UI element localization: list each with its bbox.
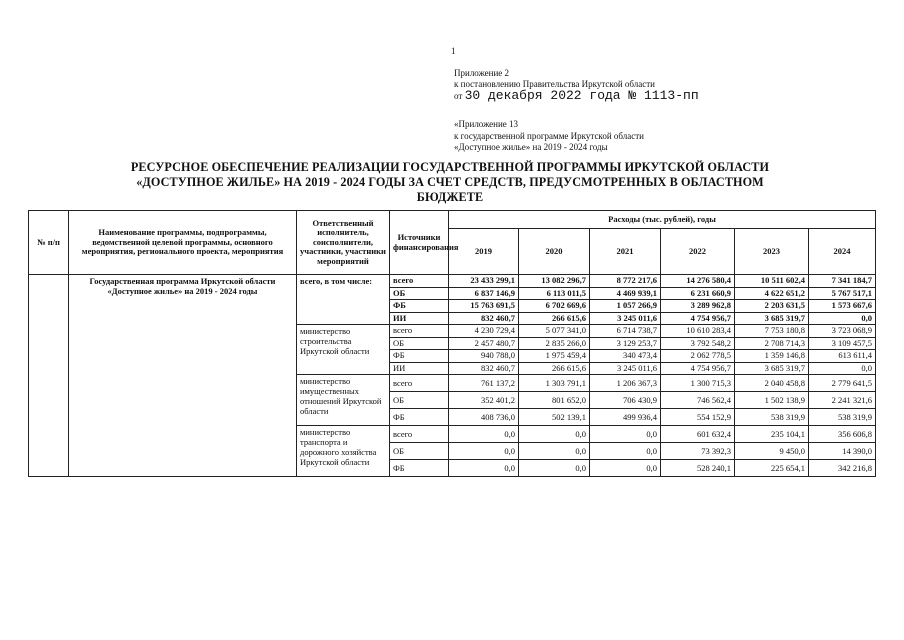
- value-cell: 538 319,9: [735, 409, 809, 426]
- value-cell: 4 469 939,1: [590, 287, 661, 300]
- value-cell: 613 611,4: [809, 350, 876, 363]
- appendix-date-line: [454, 90, 699, 102]
- appendix-header: [454, 68, 699, 102]
- value-cell: 408 736,0: [449, 409, 519, 426]
- value-cell: 499 936,4: [590, 409, 661, 426]
- value-cell: 761 137,2: [449, 375, 519, 392]
- value-cell: 3 289 962,8: [661, 300, 735, 313]
- value-cell: 0,0: [519, 443, 590, 460]
- source-cell: всего: [390, 375, 449, 392]
- value-cell: 340 473,4: [590, 350, 661, 363]
- source-cell: ОБ: [390, 337, 449, 350]
- value-cell: 3 245 011,6: [590, 362, 661, 375]
- executor-cell: всего, в том числе:: [297, 275, 390, 325]
- value-cell: 832 460,7: [449, 362, 519, 375]
- value-cell: 502 139,1: [519, 409, 590, 426]
- value-cell: 832 460,7: [449, 312, 519, 325]
- value-cell: 9 450,0: [735, 443, 809, 460]
- header-year: 2023: [735, 229, 809, 275]
- value-cell: 0,0: [590, 443, 661, 460]
- value-cell: 2 241 321,6: [809, 392, 876, 409]
- value-cell: 3 109 457,5: [809, 337, 876, 350]
- value-cell: 6 837 146,9: [449, 287, 519, 300]
- source-cell: всего: [390, 325, 449, 338]
- value-cell: 0,0: [590, 426, 661, 443]
- source-cell: ФБ: [390, 300, 449, 313]
- executor-cell: министерство транспорта и дорожного хозяйства Иркутской области: [297, 426, 390, 477]
- header-year: 2021: [590, 229, 661, 275]
- title-line3: БЮДЖЕТЕ: [416, 190, 484, 204]
- value-cell: 6 231 660,9: [661, 287, 735, 300]
- value-cell: 266 615,6: [519, 312, 590, 325]
- value-cell: 601 632,4: [661, 426, 735, 443]
- value-cell: 2 708 714,3: [735, 337, 809, 350]
- value-cell: 0,0: [809, 312, 876, 325]
- source-cell: ИИ: [390, 312, 449, 325]
- value-cell: 14 390,0: [809, 443, 876, 460]
- value-cell: 2 835 266,0: [519, 337, 590, 350]
- source-cell: ФБ: [390, 409, 449, 426]
- appendix-line1: Приложение 2: [454, 68, 510, 78]
- appendix2-line1: «Приложение 13: [454, 119, 519, 129]
- value-cell: 1 303 791,1: [519, 375, 590, 392]
- value-cell: 1 573 667,6: [809, 300, 876, 313]
- value-cell: 3 685 319,7: [735, 312, 809, 325]
- source-cell: всего: [390, 426, 449, 443]
- appendix-line2: к постановлению Правительства Иркутской области: [454, 79, 655, 89]
- value-cell: 940 788,0: [449, 350, 519, 363]
- value-cell: 2 062 778,5: [661, 350, 735, 363]
- header-executor: Ответственный исполнитель, соисполнители, участники, участники мероприятий: [297, 211, 390, 275]
- value-cell: 528 240,1: [661, 460, 735, 477]
- header-num: № п/п: [29, 211, 69, 275]
- value-cell: 225 654,1: [735, 460, 809, 477]
- document-title: [20, 160, 880, 205]
- value-cell: 6 113 011,5: [519, 287, 590, 300]
- value-cell: 538 319,9: [809, 409, 876, 426]
- value-cell: 1 359 146,8: [735, 350, 809, 363]
- value-cell: 554 152,9: [661, 409, 735, 426]
- source-cell: ФБ: [390, 460, 449, 477]
- source-cell: ОБ: [390, 287, 449, 300]
- appendix2-line2: к государственной программе Иркутской области: [454, 130, 645, 141]
- source-cell: ОБ: [390, 392, 449, 409]
- value-cell: 10 610 283,4: [661, 325, 735, 338]
- source-cell: всего: [390, 275, 449, 288]
- value-cell: 0,0: [519, 460, 590, 477]
- resource-table: [28, 210, 876, 477]
- value-cell: 3 129 253,7: [590, 337, 661, 350]
- cell-num: [29, 275, 69, 477]
- value-cell: 266 615,6: [519, 362, 590, 375]
- value-cell: 4 622 651,2: [735, 287, 809, 300]
- value-cell: 5 767 517,1: [809, 287, 876, 300]
- header-source: Источники финансирования: [390, 211, 449, 275]
- table-row: [29, 275, 876, 288]
- page-number: 1: [451, 46, 456, 56]
- header-year: 2019: [449, 229, 519, 275]
- value-cell: 73 392,3: [661, 443, 735, 460]
- date-prefix: от: [454, 91, 463, 101]
- value-cell: 2 040 458,8: [735, 375, 809, 392]
- value-cell: 0,0: [449, 443, 519, 460]
- value-cell: 1 057 266,9: [590, 300, 661, 313]
- value-cell: 1 300 715,3: [661, 375, 735, 392]
- value-cell: 2 779 641,5: [809, 375, 876, 392]
- source-cell: ОБ: [390, 443, 449, 460]
- value-cell: 3 723 068,9: [809, 325, 876, 338]
- executor-cell: министерство строительства Иркутской области: [297, 325, 390, 375]
- source-cell: ФБ: [390, 350, 449, 363]
- value-cell: 6 714 738,7: [590, 325, 661, 338]
- header-expenses: Расходы (тыс. рублей), годы: [449, 211, 876, 229]
- value-cell: 3 792 548,2: [661, 337, 735, 350]
- value-cell: 352 401,2: [449, 392, 519, 409]
- value-cell: 2 203 631,5: [735, 300, 809, 313]
- value-cell: 235 104,1: [735, 426, 809, 443]
- appendix2-line3: «Доступное жилье» на 2019 - 2024 годы: [454, 142, 608, 152]
- value-cell: 801 652,0: [519, 392, 590, 409]
- value-cell: 746 562,4: [661, 392, 735, 409]
- value-cell: 1 502 138,9: [735, 392, 809, 409]
- value-cell: 342 216,8: [809, 460, 876, 477]
- value-cell: 5 077 341,0: [519, 325, 590, 338]
- value-cell: 0,0: [809, 362, 876, 375]
- value-cell: 7 341 184,7: [809, 275, 876, 288]
- value-cell: 14 276 580,4: [661, 275, 735, 288]
- value-cell: 0,0: [449, 426, 519, 443]
- value-cell: 4 230 729,4: [449, 325, 519, 338]
- title-line1: РЕСУРСНОЕ ОБЕСПЕЧЕНИЕ РЕАЛИЗАЦИИ ГОСУДАРСТВЕННОЙ ПРОГРАММЫ ИРКУТСКОЙ ОБЛАСТИ: [130, 160, 770, 174]
- appendix-13-header: [454, 119, 644, 154]
- value-cell: 15 763 691,5: [449, 300, 519, 313]
- value-cell: 1 975 459,4: [519, 350, 590, 363]
- header-year: 2020: [519, 229, 590, 275]
- value-cell: 0,0: [590, 460, 661, 477]
- value-cell: 2 457 480,7: [449, 337, 519, 350]
- value-cell: 4 754 956,7: [661, 312, 735, 325]
- header-year: 2024: [809, 229, 876, 275]
- executor-cell: министерство имущественных отношений Иркутской области: [297, 375, 390, 426]
- value-cell: 356 606,8: [809, 426, 876, 443]
- header-name: Наименование программы, подпрограммы, ведомственной целевой программы, основного мероприятия, регионального проекта, мероприятия: [69, 211, 297, 275]
- value-cell: 3 245 011,6: [590, 312, 661, 325]
- value-cell: 8 772 217,6: [590, 275, 661, 288]
- program-name: Государственная программа Иркутской области «Доступное жилье» на 2019 - 2024 годы: [69, 275, 297, 477]
- value-cell: 0,0: [519, 426, 590, 443]
- value-cell: 6 702 669,6: [519, 300, 590, 313]
- value-cell: 4 754 956,7: [661, 362, 735, 375]
- value-cell: 706 430,9: [590, 392, 661, 409]
- value-cell: 13 082 296,7: [519, 275, 590, 288]
- value-cell: 10 511 602,4: [735, 275, 809, 288]
- source-cell: ИИ: [390, 362, 449, 375]
- value-cell: 23 433 299,1: [449, 275, 519, 288]
- value-cell: 1 206 367,3: [590, 375, 661, 392]
- decree-date-number: 30 декабря 2022 года № 1113-пп: [464, 88, 699, 103]
- value-cell: 0,0: [449, 460, 519, 477]
- value-cell: 7 753 180,8: [735, 325, 809, 338]
- value-cell: 3 685 319,7: [735, 362, 809, 375]
- header-year: 2022: [661, 229, 735, 275]
- title-line2: «ДОСТУПНОЕ ЖИЛЬЕ» НА 2019 - 2024 ГОДЫ ЗА СЧЕТ СРЕДСТВ, ПРЕДУСМОТРЕННЫХ В ОБЛАСТНОМ: [136, 175, 764, 189]
